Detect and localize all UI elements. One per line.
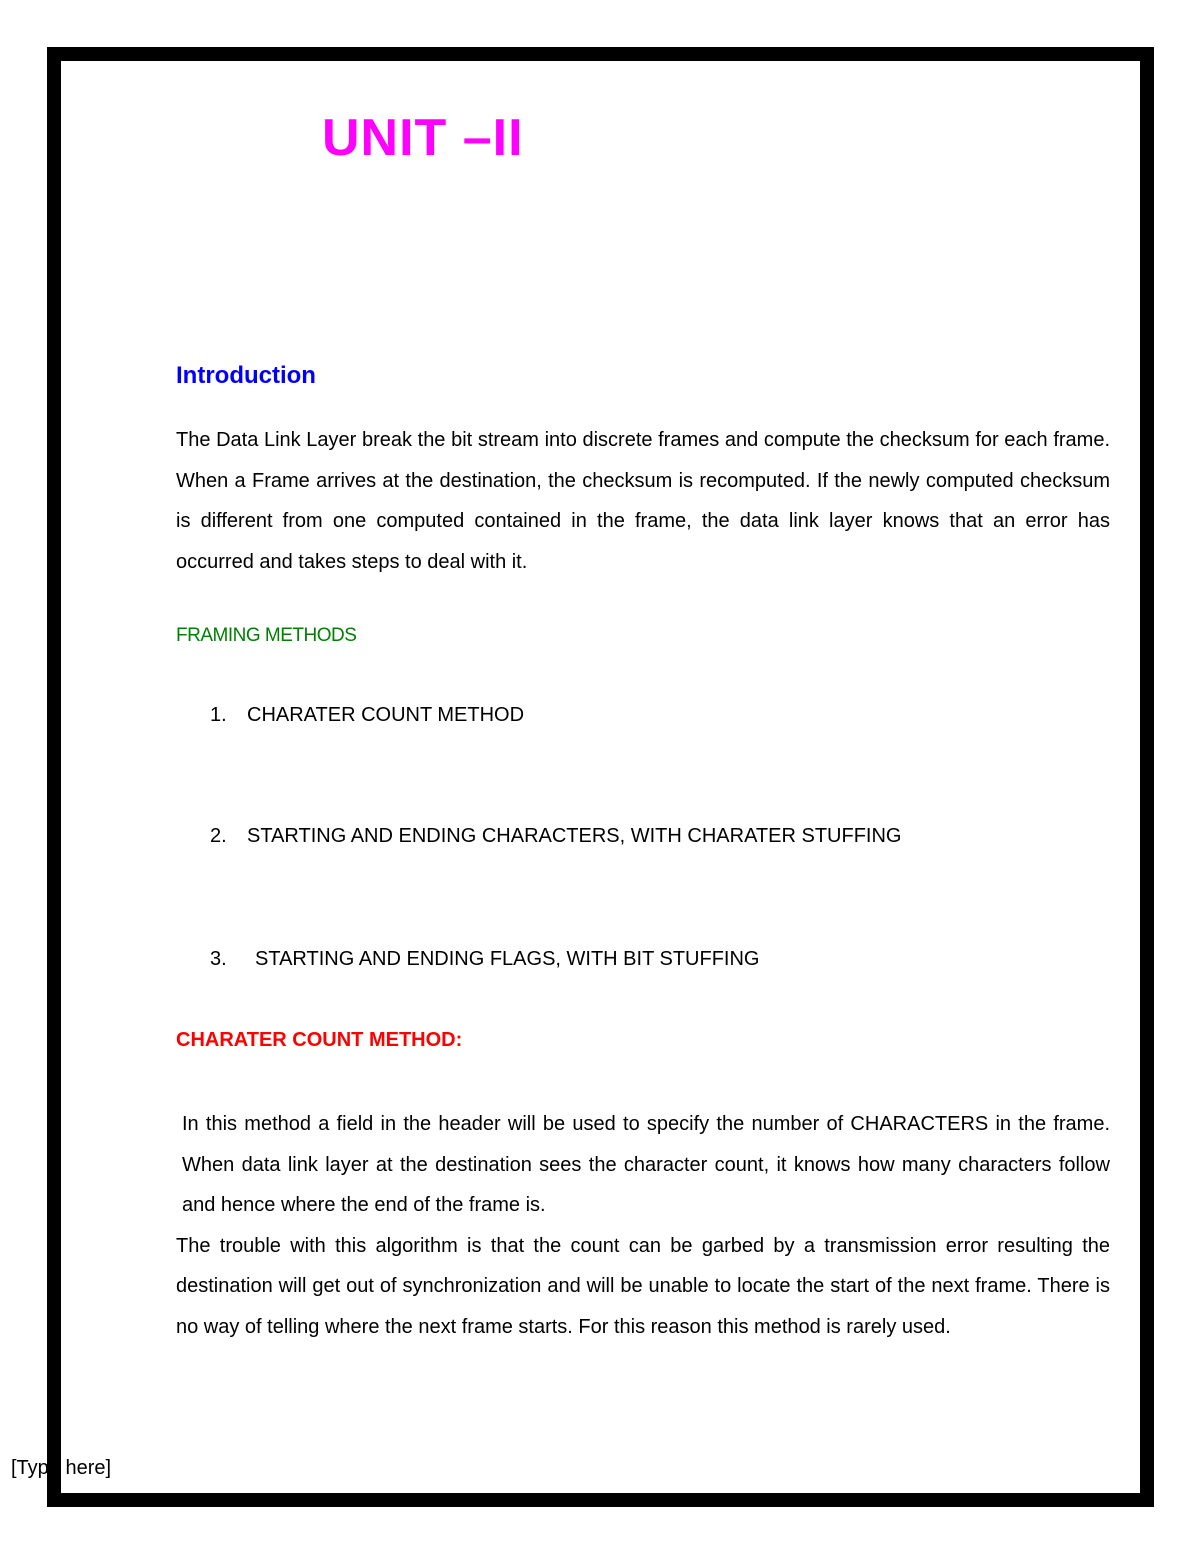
list-item-label: STARTING AND ENDING CHARACTERS, WITH CHARATER STUFFING xyxy=(247,825,902,847)
introduction-paragraph: The Data Link Layer break the bit stream into discrete frames and compute the checksum for each frame. When a Frame arrives at the destination, the checksum is recomputed. If the newly computed checksum is different from one computed contained in the frame, the data link layer knows that an error has occurred and takes steps to deal with it. xyxy=(176,429,1110,573)
list-item-label: CHARATER COUNT METHOD xyxy=(247,704,525,726)
character-count-heading: CHARATER COUNT METHOD: xyxy=(176,1029,463,1051)
list-item-label: STARTING AND ENDING FLAGS, WITH BIT STUFFING xyxy=(255,948,760,970)
character-count-paragraph: The trouble with this algorithm is that the count can be garbed by a transmission error resulting the destination will get out of synchronization and will be unable to locate the start of the next frame. There is no way of telling where the next frame starts. For this reason this method is rarely used. xyxy=(176,1234,1110,1338)
framing-methods-heading: FRAMING METHODS xyxy=(176,625,357,646)
list-number: 2. xyxy=(210,825,227,847)
introduction-heading: Introduction xyxy=(176,362,316,389)
framing-method-item xyxy=(210,948,759,971)
framing-method-item xyxy=(210,825,901,848)
character-count-body xyxy=(176,1104,1110,1347)
character-count-paragraph: In this method a field in the header will be used to specify the number of CHARACTERS in the frame. When data link layer at the destination sees the character count, it knows how many characters follow and hence where the end of the frame is. xyxy=(182,1113,1110,1216)
list-number: 1. xyxy=(210,704,227,726)
list-number: 3. xyxy=(210,948,227,970)
footer-placeholder[interactable]: [Type here] xyxy=(11,1457,112,1479)
framing-method-item xyxy=(210,704,524,727)
unit-title: UNIT –II xyxy=(322,109,524,167)
